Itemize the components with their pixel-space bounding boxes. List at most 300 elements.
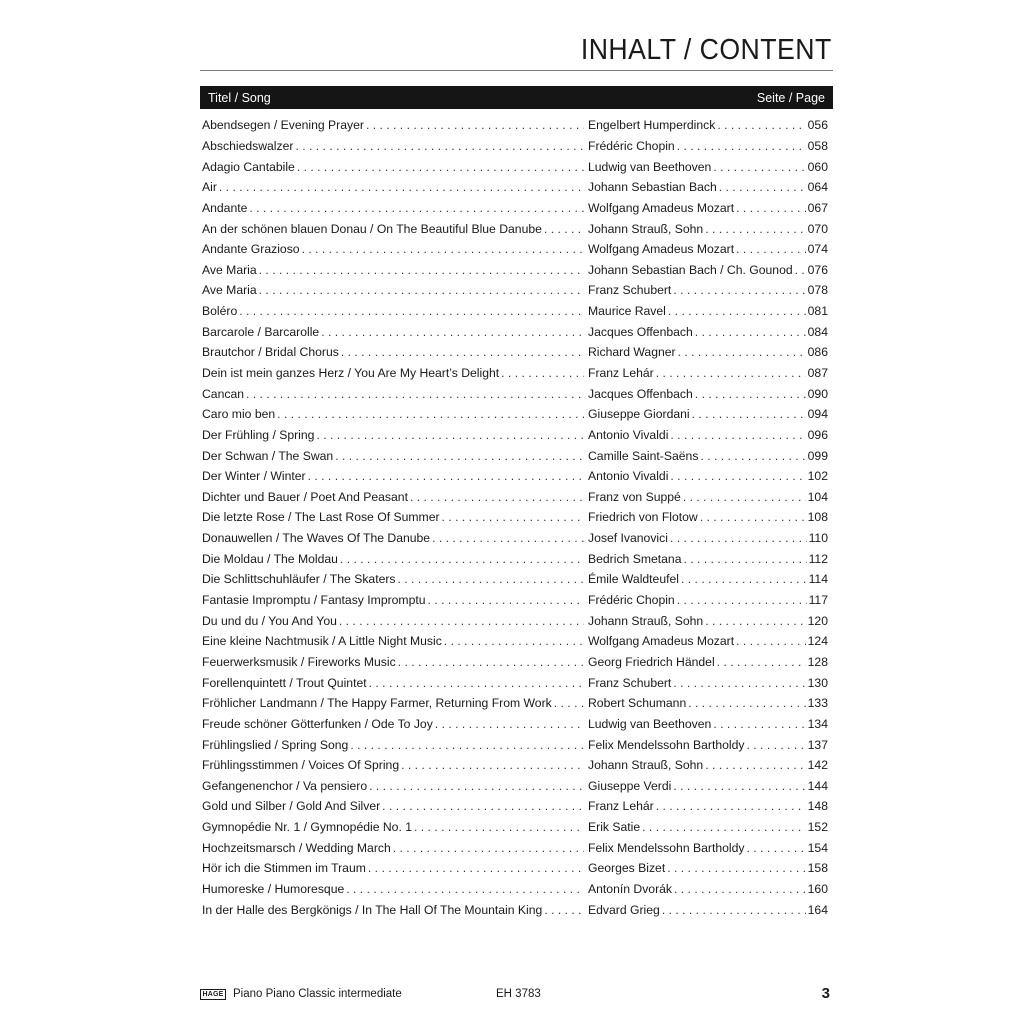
toc-right — [588, 201, 828, 215]
song-title: Hochzeitsmarsch / Wedding March — [202, 840, 391, 855]
song-page-number: 133 — [807, 696, 828, 711]
toc-row — [202, 899, 828, 920]
toc-row — [202, 280, 828, 301]
leader-dots — [654, 366, 806, 380]
toc-left — [202, 345, 588, 359]
song-page-number: 064 — [807, 180, 828, 195]
song-title: Hör ich die Stimmen im Traum — [202, 861, 366, 876]
composer-name: Engelbert Humperdinck — [588, 118, 716, 133]
leader-dots — [715, 655, 806, 669]
leader-dots — [693, 325, 806, 339]
song-title: Adagio Cantabile — [202, 159, 295, 174]
toc-left — [202, 717, 588, 731]
toc-left — [202, 655, 588, 669]
toc-right — [588, 634, 828, 648]
leader-dots — [430, 531, 584, 545]
toc-right — [588, 242, 828, 256]
leader-dots — [745, 738, 806, 752]
toc-right — [588, 366, 828, 380]
leader-dots — [793, 263, 806, 277]
toc-left — [202, 510, 588, 524]
toc-right — [588, 345, 828, 359]
song-page-number: 056 — [807, 118, 828, 133]
leader-dots — [711, 160, 805, 174]
leader-dots — [671, 283, 805, 297]
leader-dots — [660, 903, 806, 917]
toc-right — [588, 222, 828, 236]
leader-dots — [344, 882, 584, 896]
leader-dots — [745, 841, 806, 855]
leader-dots — [440, 510, 584, 524]
composer-name: Camille Saint-Saëns — [588, 448, 699, 463]
song-title: Donauwellen / The Waves Of The Danube — [202, 531, 431, 546]
toc-row — [202, 136, 828, 157]
song-title: Andante Grazioso — [202, 242, 300, 257]
song-page-number: 144 — [807, 778, 828, 793]
toc-left — [202, 325, 588, 339]
toc-row — [202, 466, 828, 487]
leader-dots — [319, 325, 584, 339]
song-page-number: 148 — [807, 799, 828, 814]
song-page-number: 067 — [807, 200, 828, 215]
leader-dots — [391, 841, 584, 855]
toc-left — [202, 799, 588, 813]
song-page-number: 074 — [807, 242, 828, 257]
leader-dots — [698, 510, 806, 524]
leader-dots — [675, 139, 806, 153]
toc-left — [202, 242, 588, 256]
composer-name: Franz Schubert — [588, 283, 672, 298]
leader-dots — [275, 407, 584, 421]
song-page-number: 117 — [808, 593, 828, 608]
leader-dots — [542, 903, 584, 917]
toc-right — [588, 139, 828, 153]
composer-name: Richard Wagner — [588, 345, 676, 360]
toc-right — [588, 510, 828, 524]
toc-right — [588, 160, 828, 174]
composer-name: Bedrich Smetana — [588, 551, 682, 566]
song-title: Fantasie Impromptu / Fantasy Impromptu — [202, 593, 426, 608]
leader-dots — [703, 758, 805, 772]
toc-left — [202, 593, 588, 607]
toc-left — [202, 779, 588, 793]
toc-left — [202, 160, 588, 174]
song-page-number: 112 — [808, 551, 828, 566]
leader-dots — [665, 861, 805, 875]
composer-name: Robert Schumann — [588, 696, 687, 711]
song-page-number: 087 — [807, 366, 828, 380]
song-page-number: 076 — [807, 262, 828, 277]
song-title: Ave Maria — [202, 283, 257, 298]
composer-name: Giuseppe Giordani — [588, 407, 690, 422]
toc-right — [588, 118, 828, 132]
toc-row — [202, 259, 828, 280]
leader-dots — [676, 345, 806, 359]
toc-row — [202, 445, 828, 466]
toc-row — [202, 177, 828, 198]
toc-row — [202, 590, 828, 611]
composer-name: Ludwig van Beethoven — [588, 159, 712, 174]
song-title: Gold und Silber / Gold And Silver — [202, 799, 381, 814]
song-title: Die letzte Rose / The Last Rose Of Summer — [202, 510, 440, 525]
toc-right — [588, 180, 828, 194]
song-title: Brautchor / Bridal Chorus — [202, 345, 339, 360]
header-song-label: Titel / Song — [208, 90, 271, 105]
song-title: Eine kleine Nachtmusik / A Little Night Music — [202, 634, 442, 649]
leader-dots — [300, 242, 584, 256]
composer-name: Antonio Vivaldi — [588, 427, 669, 442]
toc-row — [202, 115, 828, 136]
song-title: Frühlingsstimmen / Voices Of Spring — [202, 758, 400, 773]
toc-row — [202, 528, 828, 549]
song-title: Abschiedswalzer — [202, 138, 294, 153]
toc-left — [202, 861, 588, 875]
toc-right — [588, 469, 828, 483]
leader-dots — [257, 283, 584, 297]
composer-name: Josef Ivanovici — [588, 531, 668, 546]
song-title: Dein ist mein ganzes Herz / You Are My Heart’s Delight — [202, 366, 500, 380]
composer-name: Franz Lehár — [588, 366, 654, 380]
composer-name: Johann Sebastian Bach / Ch. Gounod — [588, 262, 793, 277]
leader-dots — [408, 490, 584, 504]
leader-dots — [367, 676, 584, 690]
composer-name: Friedrich von Flotow — [588, 510, 698, 525]
leader-dots — [682, 552, 807, 566]
song-page-number: 099 — [807, 448, 828, 463]
song-page-number: 084 — [807, 324, 828, 339]
toc-row — [202, 879, 828, 900]
toc-right — [588, 614, 828, 628]
toc-right — [588, 593, 828, 607]
song-title: Die Schlittschuhläufer / The Skaters — [202, 572, 396, 587]
composer-name: Johann Strauß, Sohn — [588, 758, 704, 773]
leader-dots — [257, 263, 584, 277]
leader-dots — [552, 696, 584, 710]
leader-dots — [364, 118, 584, 132]
song-title: Humoreske / Humoresque — [202, 882, 345, 897]
leader-dots — [668, 469, 805, 483]
leader-dots — [675, 593, 807, 607]
toc-row — [202, 198, 828, 219]
toc-left — [202, 903, 588, 917]
toc-left — [202, 263, 588, 277]
song-page-number: 110 — [808, 531, 828, 546]
toc-left — [202, 139, 588, 153]
toc-row — [202, 569, 828, 590]
leader-dots — [396, 655, 584, 669]
composer-name: Georges Bizet — [588, 861, 666, 876]
toc-left — [202, 572, 588, 586]
song-page-number: 108 — [807, 510, 828, 525]
toc-row — [202, 404, 828, 425]
leader-dots — [703, 222, 805, 236]
toc-row — [202, 363, 828, 384]
leader-dots — [499, 366, 584, 380]
composer-name: Franz Lehár — [588, 799, 654, 814]
song-page-number: 152 — [807, 820, 828, 835]
toc-right — [588, 449, 828, 463]
song-page-number: 102 — [807, 469, 828, 484]
page-number: 3 — [821, 985, 830, 1002]
leader-dots — [715, 118, 805, 132]
song-title: Cancan — [202, 386, 245, 401]
leader-dots — [672, 882, 806, 896]
leader-dots — [244, 387, 584, 401]
song-page-number: 058 — [807, 138, 828, 153]
composer-name: Antonio Vivaldi — [588, 469, 669, 484]
song-page-number: 070 — [807, 221, 828, 236]
toc-row — [202, 693, 828, 714]
leader-dots — [711, 717, 805, 731]
composer-name: Frédéric Chopin — [588, 138, 675, 153]
leader-dots — [717, 180, 806, 194]
leader-dots — [314, 428, 584, 442]
song-title: Gefangenenchor / Va pensiero — [202, 778, 368, 793]
toc-right — [588, 572, 828, 586]
composer-name: Antonín Dvorák — [588, 882, 673, 897]
song-page-number: 124 — [807, 634, 828, 649]
toc-row — [202, 548, 828, 569]
song-page-number: 134 — [807, 716, 828, 731]
toc-left — [202, 841, 588, 855]
leader-dots — [217, 180, 584, 194]
song-page-number: 137 — [807, 737, 828, 752]
toc-right — [588, 861, 828, 875]
song-page-number: 142 — [807, 758, 828, 773]
toc-left — [202, 696, 588, 710]
toc-right — [588, 903, 828, 917]
toc-right — [588, 655, 828, 669]
toc-right — [588, 717, 828, 731]
toc-row — [202, 425, 828, 446]
toc-left — [202, 820, 588, 834]
leader-dots — [399, 758, 584, 772]
song-page-number: 081 — [807, 304, 828, 319]
song-page-number: 096 — [807, 427, 828, 442]
toc-row — [202, 776, 828, 797]
song-title: In der Halle des Bergkönigs / In The Hall Of The Mountain King — [202, 902, 543, 917]
leader-dots — [666, 304, 806, 318]
leader-dots — [348, 738, 584, 752]
toc-left — [202, 449, 588, 463]
composer-name: Wolfgang Amadeus Mozart — [588, 242, 735, 257]
toc-row — [202, 610, 828, 631]
composer-name: Maurice Ravel — [588, 304, 666, 319]
song-title: Freude schöner Götterfunken / Ode To Joy — [202, 716, 433, 731]
composer-name: Ludwig van Beethoven — [588, 716, 712, 731]
toc-row — [202, 631, 828, 652]
composer-name: Wolfgang Amadeus Mozart — [588, 200, 735, 215]
toc-row — [202, 239, 828, 260]
leader-dots — [433, 717, 584, 731]
toc-left — [202, 222, 588, 236]
toc-left — [202, 387, 588, 401]
song-title: Feuerwerksmusik / Fireworks Music — [202, 654, 396, 669]
toc-right — [588, 882, 828, 896]
song-title: Fröhlicher Landmann / The Happy Farmer, Returning From Work — [202, 696, 552, 711]
song-title: Der Frühling / Spring — [202, 427, 315, 442]
song-title: Der Winter / Winter — [202, 469, 306, 484]
composer-name: Johann Sebastian Bach — [588, 180, 717, 195]
leader-dots — [542, 222, 584, 236]
toc-right — [588, 779, 828, 793]
toc-row — [202, 734, 828, 755]
toc-right — [588, 428, 828, 442]
page-title: INHALT / CONTENT — [581, 34, 832, 66]
song-title: Caro mio ben — [202, 407, 276, 422]
toc-left — [202, 366, 588, 380]
song-title: Air — [202, 180, 217, 195]
table-header — [200, 86, 833, 109]
header-page-label: Seite / Page — [756, 90, 825, 105]
leader-dots — [693, 387, 806, 401]
composer-name: Johann Strauß, Sohn — [588, 221, 704, 236]
toc-right — [588, 490, 828, 504]
leader-dots — [426, 593, 584, 607]
leader-dots — [681, 490, 806, 504]
toc-row — [202, 156, 828, 177]
toc-right — [588, 820, 828, 834]
leader-dots — [703, 614, 805, 628]
table-of-contents — [202, 115, 828, 920]
toc-row — [202, 817, 828, 838]
composer-name: Georg Friedrich Händel — [588, 654, 715, 669]
leader-dots — [734, 201, 806, 215]
toc-left — [202, 428, 588, 442]
composer-name: Felix Mendelssohn Bartholdy — [588, 737, 745, 752]
composer-name: Felix Mendelssohn Bartholdy — [588, 840, 745, 855]
leader-dots — [690, 407, 806, 421]
leader-dots — [237, 304, 584, 318]
song-page-number: 114 — [808, 572, 828, 587]
toc-right — [588, 758, 828, 772]
song-title: Forellenquintett / Trout Quintet — [202, 675, 367, 690]
song-page-number: 078 — [807, 283, 828, 298]
song-title: An der schönen blauen Donau / On The Beautiful Blue Danube — [202, 221, 542, 236]
composer-name: Edvard Grieg — [588, 902, 660, 917]
composer-name: Jacques Offenbach — [588, 324, 693, 339]
title-divider — [200, 70, 833, 71]
toc-row — [202, 858, 828, 879]
leader-dots — [671, 779, 805, 793]
toc-left — [202, 469, 588, 483]
song-page-number: 158 — [807, 861, 828, 876]
song-title: Dichter und Bauer / Poet And Peasant — [202, 489, 408, 504]
leader-dots — [247, 201, 584, 215]
leader-dots — [306, 469, 584, 483]
toc-left — [202, 283, 588, 297]
composer-name: Giuseppe Verdi — [588, 778, 672, 793]
leader-dots — [333, 449, 584, 463]
toc-left — [202, 407, 588, 421]
toc-right — [588, 283, 828, 297]
composer-name: Wolfgang Amadeus Mozart — [588, 634, 735, 649]
toc-right — [588, 696, 828, 710]
leader-dots — [686, 696, 805, 710]
toc-left — [202, 634, 588, 648]
toc-left — [202, 676, 588, 690]
song-page-number: 090 — [807, 386, 828, 401]
composer-name: Franz von Suppé — [588, 489, 681, 504]
toc-right — [588, 407, 828, 421]
composer-name: Erik Satie — [588, 820, 641, 835]
toc-left — [202, 882, 588, 896]
song-page-number: 104 — [807, 489, 828, 504]
composer-name: Frédéric Chopin — [588, 593, 675, 608]
publisher-logo: HAGE — [200, 989, 226, 1000]
song-page-number: 128 — [807, 654, 828, 669]
song-title: Die Moldau / The Moldau — [202, 551, 338, 566]
toc-row — [202, 321, 828, 342]
toc-left — [202, 304, 588, 318]
song-page-number: 086 — [807, 345, 828, 360]
toc-right — [588, 263, 828, 277]
leader-dots — [396, 572, 584, 586]
leader-dots — [337, 614, 584, 628]
toc-left — [202, 490, 588, 504]
leader-dots — [734, 242, 806, 256]
toc-right — [588, 799, 828, 813]
toc-right — [588, 738, 828, 752]
toc-row — [202, 507, 828, 528]
song-title: Ave Maria — [202, 262, 257, 277]
leader-dots — [295, 160, 584, 174]
song-page-number: 164 — [807, 902, 828, 917]
song-page-number: 160 — [807, 882, 828, 897]
toc-row — [202, 487, 828, 508]
toc-left — [202, 614, 588, 628]
toc-row — [202, 672, 828, 693]
leader-dots — [366, 861, 584, 875]
toc-left — [202, 738, 588, 752]
toc-right — [588, 387, 828, 401]
toc-right — [588, 325, 828, 339]
toc-right — [588, 531, 828, 545]
song-title: Boléro — [202, 304, 238, 319]
toc-right — [588, 841, 828, 855]
leader-dots — [668, 531, 807, 545]
toc-row — [202, 796, 828, 817]
toc-row — [202, 652, 828, 673]
song-title: Abendsegen / Evening Prayer — [202, 118, 364, 133]
toc-row — [202, 218, 828, 239]
toc-row — [202, 837, 828, 858]
footer-edition: EH 3783 — [496, 988, 541, 1000]
leader-dots — [734, 634, 806, 648]
leader-dots — [671, 676, 805, 690]
song-title: Gymnopédie Nr. 1 / Gymnopédie No. 1 — [202, 820, 413, 835]
composer-name: Jacques Offenbach — [588, 386, 693, 401]
leader-dots — [339, 345, 584, 359]
leader-dots — [668, 428, 805, 442]
song-title: Frühlingslied / Spring Song — [202, 737, 349, 752]
song-title: Andante — [202, 200, 248, 215]
leader-dots — [412, 820, 584, 834]
toc-right — [588, 552, 828, 566]
toc-row — [202, 714, 828, 735]
leader-dots — [654, 799, 806, 813]
leader-dots — [698, 449, 805, 463]
song-title: Du und du / You And You — [202, 613, 337, 628]
toc-row — [202, 342, 828, 363]
leader-dots — [640, 820, 806, 834]
toc-left — [202, 758, 588, 772]
song-page-number: 094 — [807, 407, 828, 422]
song-page-number: 130 — [807, 675, 828, 690]
leader-dots — [679, 572, 807, 586]
leader-dots — [293, 139, 584, 153]
toc-left — [202, 180, 588, 194]
